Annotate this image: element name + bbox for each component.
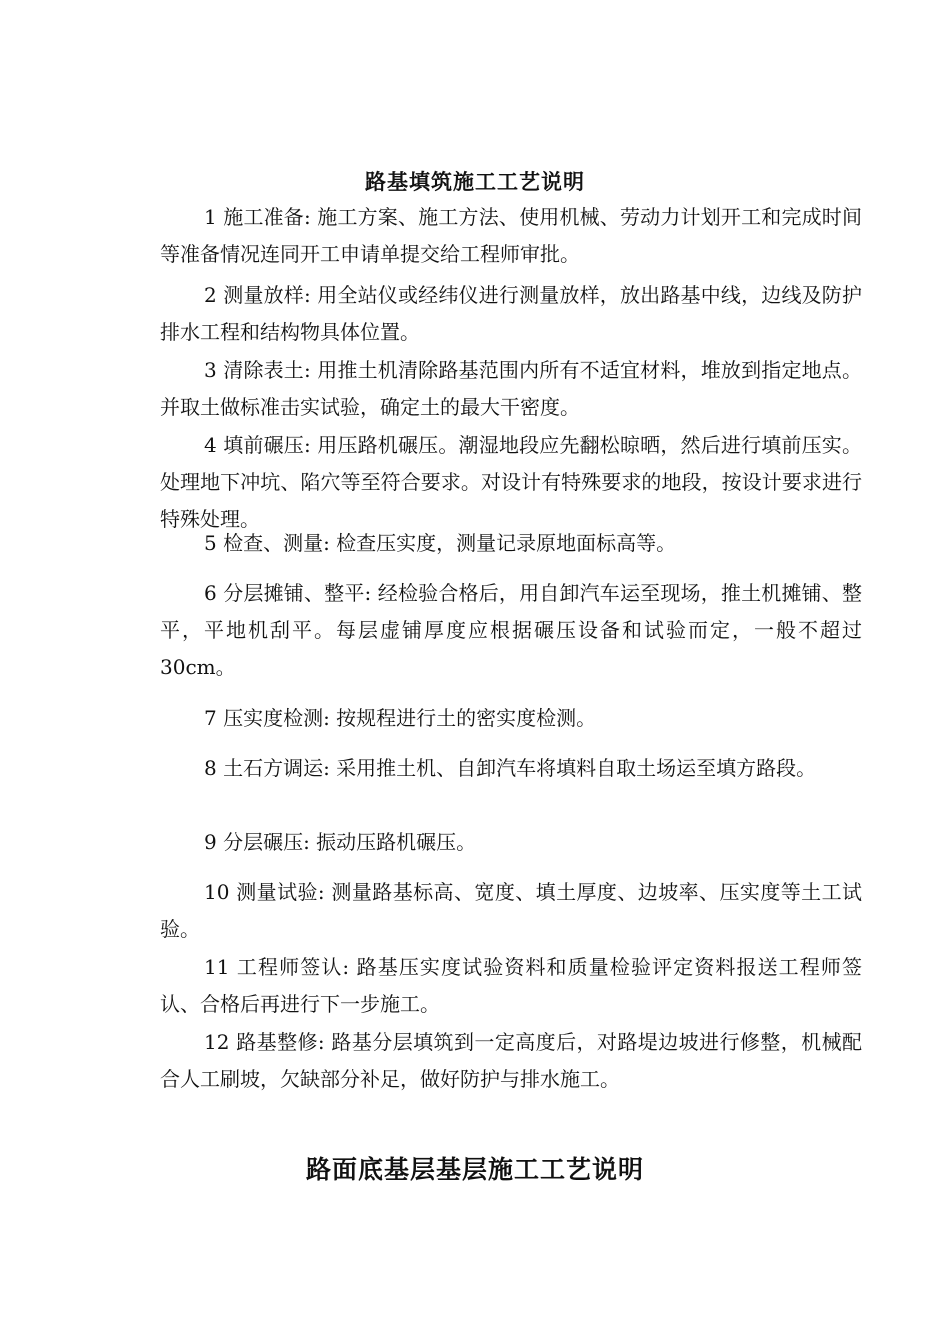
paragraph-11: 11 工程师签认: 路基压实度试验资料和质量检验评定资料报送工程师签认、合格后再进行下一步施工。: [160, 955, 862, 1016]
paragraph-3: 3 清除表土: 用推土机清除路基范围内所有不适宜材料，堆放到指定地点。并取土做标准击实试验，确定土的最大干密度。: [160, 358, 862, 419]
paragraph-2: 2 测量放样: 用全站仪或经纬仪进行测量放样，放出路基中线，边线及防护排水工程和结构物具体位置。: [160, 283, 862, 344]
paragraph-1: 1 施工准备: 施工方案、施工方法、使用机械、劳动力计划开工和完成时间等准备情况连同开工申请单提交给工程师审批。: [160, 205, 862, 266]
paragraph-5: 5 检查、测量: 检查压实度，测量记录原地面标高等。: [204, 531, 677, 555]
paragraph-12: 12 路基整修: 路基分层填筑到一定高度后，对路堤边坡进行修整，机械配合人工刷坡，欠缺部分补足，做好防护与排水施工。: [160, 1030, 862, 1091]
paragraph-8: 8 土石方调运: 采用推土机、自卸汽车将填料自取土场运至填方路段。: [204, 756, 817, 780]
section-title-subgrade: 路基填筑施工工艺说明: [365, 169, 585, 194]
paragraph-9: 9 分层碾压: 振动压路机碾压。: [204, 830, 477, 854]
paragraph-4: 4 填前碾压: 用压路机碾压。潮湿地段应先翻松晾晒，然后进行填前压实。处理地下冲坑、陷穴等至符合要求。对设计有特殊要求的地段，按设计要求进行特殊处理。: [160, 433, 862, 531]
paragraph-7: 7 压实度检测: 按规程进行土的密实度检测。: [204, 706, 597, 730]
paragraph-10: 10 测量试验: 测量路基标高、宽度、填土厚度、边坡率、压实度等土工试验。: [160, 880, 862, 941]
paragraph-6: 6 分层摊铺、整平: 经检验合格后，用自卸汽车运至现场，推土机摊铺、整平，平地机刮平。每层虚铺厚度应根据碾压设备和试验而定，一般不超过 30cm。: [160, 581, 862, 679]
section-title-pavement-base: 路面底基层基层施工工艺说明: [305, 1155, 644, 1184]
